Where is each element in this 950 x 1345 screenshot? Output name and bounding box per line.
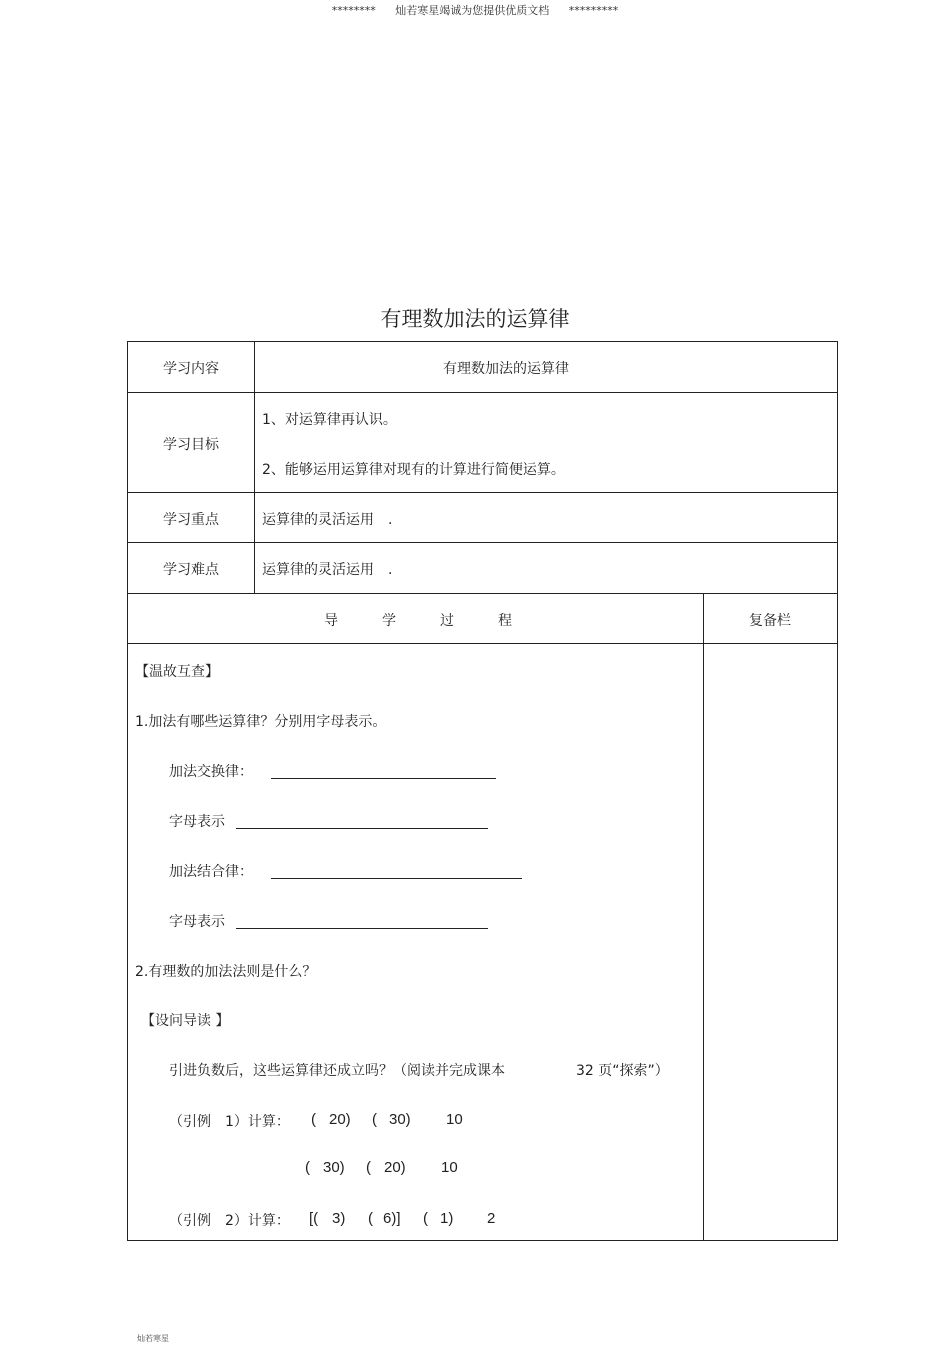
answer-blank[interactable] — [271, 878, 522, 879]
page-footer: 灿若寒星 — [137, 1334, 169, 1343]
expr-token: [( — [309, 1210, 319, 1227]
expr-token: 10 — [441, 1159, 458, 1176]
section-review: 【温故互查】 — [135, 664, 219, 680]
label-content: 学习内容 — [163, 361, 219, 377]
letter-label: 字母表示 — [169, 814, 225, 830]
label-key-point: 学习重点 — [163, 512, 219, 528]
expr-token: 30) — [323, 1159, 345, 1176]
question-2: 2.有理数的加法法则是什么？ — [135, 964, 317, 980]
value-key-point: 运算律的灵活运用 . — [262, 512, 393, 528]
expr-token: 1) — [440, 1210, 454, 1227]
row-divider — [127, 643, 838, 644]
expr-token: 2 — [487, 1210, 496, 1227]
intro-text: 引进负数后，这些运算律还成立吗？（阅读并完成课本 — [169, 1063, 505, 1079]
answer-blank[interactable] — [271, 778, 496, 779]
header-left-marks: ******** — [331, 4, 376, 17]
header-text: 灿若寒星竭诚为您提供优质文档 — [395, 4, 550, 17]
expr-token: 6)] — [383, 1210, 401, 1227]
value-content: 有理数加法的运算律 — [443, 361, 569, 377]
row-divider — [127, 492, 838, 493]
answer-blank[interactable] — [236, 828, 488, 829]
expr-token: ( — [372, 1111, 377, 1128]
row-divider — [127, 392, 838, 393]
expr-token: ( — [366, 1159, 371, 1176]
associative-label: 加法结合律： — [169, 864, 253, 880]
commutative-label: 加法交换律： — [169, 764, 253, 780]
answer-blank[interactable] — [236, 928, 488, 929]
expr-token: ( — [311, 1111, 316, 1128]
goal-item: 2、能够运用运算律对现有的计算进行简便运算。 — [262, 462, 565, 478]
expr-token: 3) — [332, 1210, 346, 1227]
expr-token: ( — [368, 1210, 373, 1227]
value-difficulty: 运算律的灵活运用 . — [262, 562, 393, 578]
expr-token: ( — [423, 1210, 428, 1227]
side-header: 复备栏 — [749, 613, 791, 629]
example-2-label: （引例 2）计算： — [169, 1213, 290, 1229]
side-column-divider — [703, 593, 704, 1240]
expr-token: 20) — [384, 1159, 406, 1176]
label-goals: 学习目标 — [163, 437, 219, 453]
letter-label: 字母表示 — [169, 914, 225, 930]
example-1-label: （引例 1）计算： — [169, 1114, 290, 1130]
process-header: 导 学 过 程 — [324, 613, 512, 629]
goal-item: 1、对运算律再认识。 — [262, 412, 397, 428]
page-header — [0, 2, 950, 18]
expr-token: ( — [305, 1159, 310, 1176]
header-right-marks: ********* — [568, 4, 619, 17]
expr-token: 30) — [389, 1111, 411, 1128]
page-reference: 32 页“探索”） — [576, 1063, 669, 1079]
label-column-divider — [254, 341, 255, 593]
question-1: 1.加法有哪些运算律？分别用字母表示。 — [135, 714, 387, 730]
expr-token: 20) — [329, 1111, 351, 1128]
row-divider — [127, 593, 838, 594]
expr-token: 10 — [446, 1111, 463, 1128]
label-difficulty: 学习难点 — [163, 562, 219, 578]
row-divider — [127, 542, 838, 543]
document-title: 有理数加法的运算律 — [380, 307, 570, 331]
section-guided-reading: 【设问导读 】 — [141, 1013, 230, 1029]
